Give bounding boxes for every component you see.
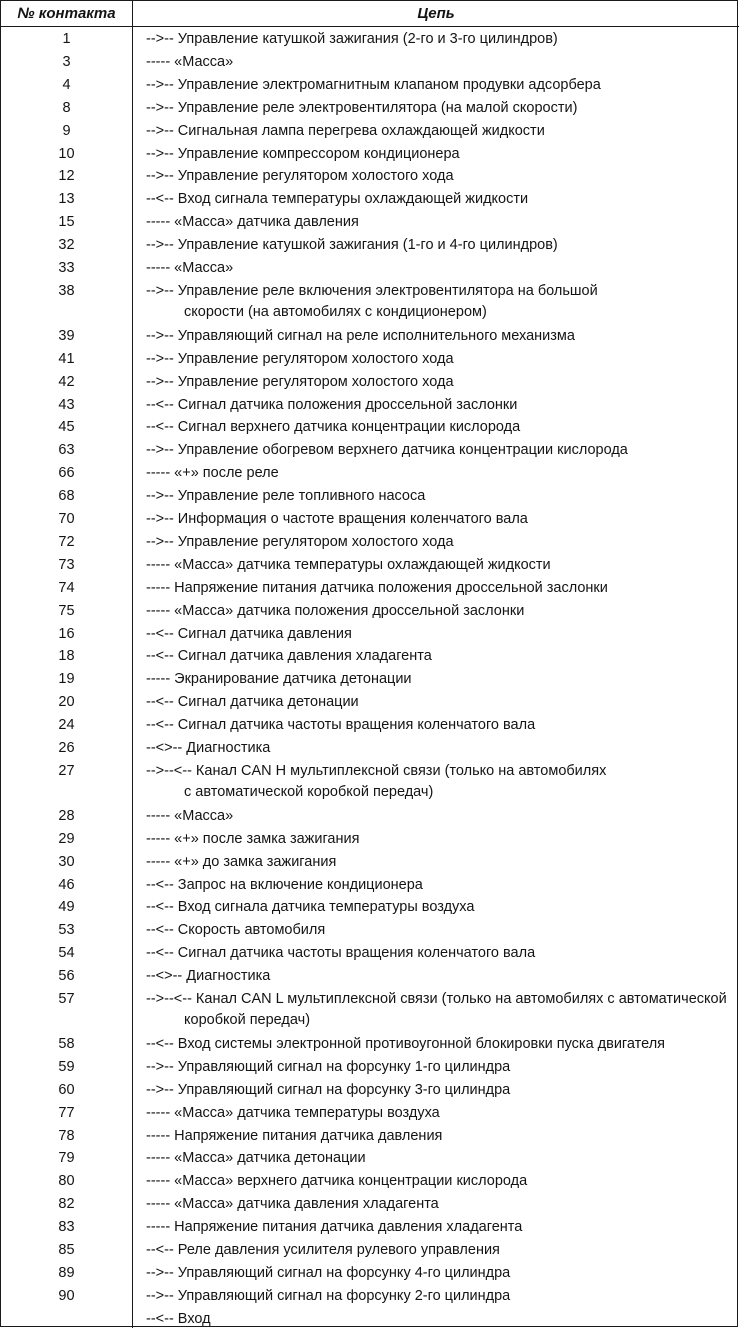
circuit-description: --<-- Вход: [146, 1310, 211, 1327]
circuit-description: -->--<-- Канал CAN H мультиплексной связи (только на автомобилях: [146, 762, 607, 779]
circuit-description: --<-- Вход системы электронной противоугонной блокировки пуска двигателя: [146, 1035, 666, 1052]
contact-number: 1: [62, 31, 71, 47]
circuit-description: -->-- Управление реле электровентилятора (на малой скорости): [146, 99, 578, 116]
circuit-description: ----- «+» до замка зажигания: [146, 853, 337, 870]
contact-number: 70: [58, 511, 75, 527]
contact-number: 90: [58, 1287, 75, 1304]
contact-number: 24: [58, 717, 75, 734]
contact-number: 83: [58, 1219, 75, 1236]
circuit-description: ----- Напряжение питания датчика давления: [146, 1127, 443, 1144]
contact-number: 85: [58, 1242, 75, 1258]
contact-number: 20: [58, 694, 75, 711]
circuit-description: ----- Напряжение питания датчика положения дроссельной заслонки: [146, 579, 608, 596]
contact-number: 43: [58, 396, 75, 413]
circuit-description: --<-- Сигнал датчика давления: [146, 625, 352, 642]
contact-number: 72: [58, 533, 75, 550]
contact-number: 73: [58, 556, 75, 573]
circuit-description: ----- «Масса» датчика давления хладагента: [146, 1196, 439, 1213]
circuit-description: -->-- Управление компрессором кондиционера: [146, 145, 460, 162]
contact-number: 26: [58, 740, 75, 756]
contact-number: 18: [58, 648, 75, 665]
circuit-description-continued: коробкой передач): [184, 1012, 311, 1028]
circuit-description: ----- «Масса»: [146, 807, 234, 824]
contact-number: 42: [58, 373, 75, 390]
circuit-description: -->-- Управление реле топливного насоса: [146, 488, 426, 505]
contact-number: 53: [58, 922, 75, 939]
contact-number: 15: [58, 214, 75, 231]
contact-number: 74: [58, 579, 75, 596]
contact-number: 45: [58, 419, 75, 436]
circuit-description: -->-- Управляющий сигнал на реле исполнительного механизма: [146, 327, 575, 344]
header-circuit: Цепь: [417, 5, 455, 22]
contact-number: 82: [58, 1196, 75, 1213]
contact-number: 41: [58, 350, 75, 367]
contact-number: 68: [58, 488, 75, 505]
contact-number: 66: [58, 465, 75, 482]
contact-number: 58: [58, 1035, 75, 1052]
contact-number: 30: [58, 853, 75, 870]
circuit-description: ----- «Масса» датчика температуры охлаждающей жидкости: [146, 556, 551, 573]
contact-number: 33: [58, 260, 75, 276]
circuit-description: --<-- Скорость автомобиля: [146, 922, 326, 939]
circuit-description: -->-- Управляющий сигнал на форсунку 4-го цилиндра: [146, 1264, 511, 1281]
contact-number: 63: [58, 442, 75, 459]
circuit-description: -->-- Управление регулятором холостого хода: [146, 373, 454, 390]
circuit-description: -->-- Управление катушкой зажигания (2-го и 3-го цилиндров): [146, 31, 558, 47]
circuit-description: ----- «+» после замка зажигания: [146, 830, 360, 847]
circuit-description: -->-- Управление регулятором холостого хода: [146, 168, 454, 185]
contact-number: 12: [58, 168, 75, 185]
contact-number: 27: [58, 762, 75, 779]
contact-number: 13: [58, 191, 75, 208]
circuit-description: --<-- Сигнал датчика частоты вращения коленчатого вала: [146, 945, 536, 962]
circuit-description: -->-- Управление регулятором холостого хода: [146, 533, 454, 550]
circuit-description: --<-- Реле давления усилителя рулевого управления: [146, 1242, 500, 1258]
circuit-description: --<-- Сигнал верхнего датчика концентрации кислорода: [146, 419, 521, 436]
contact-number: 8: [62, 99, 71, 116]
circuit-description-continued: скорости (на автомобилях с кондиционером): [184, 303, 487, 320]
contact-number: 78: [58, 1127, 75, 1144]
circuit-description: --<-- Сигнал датчика давления хладагента: [146, 648, 432, 665]
circuit-description: -->-- Управление реле включения электровентилятора на большой: [146, 282, 598, 299]
circuit-description: -->-- Управление регулятором холостого хода: [146, 350, 454, 367]
circuit-description: ----- «Масса»: [146, 53, 234, 70]
contact-number: 57: [58, 991, 75, 1007]
contact-number: 10: [58, 145, 75, 162]
circuit-description: -->-- Информация о частоте вращения коленчатого вала: [146, 511, 528, 527]
circuit-description: ----- Экранирование датчика детонации: [146, 671, 412, 688]
circuit-description: --<>-- Диагностика: [146, 968, 271, 985]
circuit-description: ----- «Масса»: [146, 260, 234, 276]
circuit-description: -->-- Управление обогревом верхнего датчика концентрации кислорода: [146, 442, 628, 459]
circuit-description: -->-- Управляющий сигнал на форсунку 2-го цилиндра: [146, 1287, 511, 1304]
contact-number: 38: [58, 282, 75, 299]
contact-number: 59: [58, 1058, 75, 1075]
circuit-description: ----- Напряжение питания датчика давления хладагента: [146, 1219, 523, 1236]
contact-number: 89: [58, 1264, 75, 1281]
contact-number: 75: [58, 602, 75, 619]
column-divider: [132, 1, 133, 1328]
circuit-description: --<-- Запрос на включение кондиционера: [146, 876, 423, 893]
circuit-description: --<-- Вход сигнала датчика температуры воздуха: [146, 899, 475, 916]
contact-number: 46: [58, 876, 75, 893]
circuit-description: --<-- Вход сигнала температуры охлаждающей жидкости: [146, 191, 529, 208]
table-header: [1, 1, 739, 27]
circuit-description: -->-- Сигнальная лампа перегрева охлаждающей жидкости: [146, 122, 545, 139]
contact-number: 16: [58, 625, 75, 642]
contact-number: 32: [58, 237, 75, 254]
circuit-description: --<>-- Диагностика: [146, 740, 271, 756]
contact-number: 19: [58, 671, 75, 688]
contact-number: 9: [62, 122, 71, 139]
circuit-description: -->-- Управляющий сигнал на форсунку 3-го цилиндра: [146, 1081, 511, 1098]
circuit-description: -->--<-- Канал CAN L мультиплексной связи (только на автомобилях с автоматической: [146, 991, 727, 1007]
circuit-description: --<-- Сигнал датчика частоты вращения коленчатого вала: [146, 717, 536, 734]
circuit-description: ----- «Масса» датчика положения дроссельной заслонки: [146, 602, 525, 619]
circuit-description: ----- «Масса» датчика детонации: [146, 1150, 366, 1167]
circuit-description-continued: с автоматической коробкой передач): [184, 783, 434, 800]
circuit-description: ----- «Масса» датчика давления: [146, 214, 359, 231]
circuit-description: -->-- Управление электромагнитным клапаном продувки адсорбера: [146, 76, 601, 93]
contact-number: 56: [58, 968, 75, 985]
circuit-description: ----- «Масса» верхнего датчика концентрации кислорода: [146, 1173, 528, 1190]
header-contact: № контакта: [17, 5, 116, 22]
circuit-description: --<-- Сигнал датчика детонации: [146, 694, 359, 711]
contact-number: 54: [58, 945, 75, 962]
contact-number: 4: [62, 76, 71, 93]
contact-number: 29: [58, 830, 75, 847]
contact-number: 77: [58, 1104, 75, 1121]
contact-number: 60: [58, 1081, 75, 1098]
contact-number: 39: [58, 327, 75, 344]
circuit-description: -->-- Управляющий сигнал на форсунку 1-го цилиндра: [146, 1058, 511, 1075]
contact-number: 49: [58, 899, 75, 916]
circuit-description: -->-- Управление катушкой зажигания (1-го и 4-го цилиндров): [146, 237, 558, 254]
contact-number: 28: [58, 807, 75, 824]
contact-number: 80: [58, 1173, 75, 1190]
circuit-description: --<-- Сигнал датчика положения дроссельной заслонки: [146, 396, 518, 413]
contact-number: 79: [58, 1150, 75, 1167]
circuit-description: ----- «+» после реле: [146, 465, 279, 482]
circuit-description: ----- «Масса» датчика температуры воздуха: [146, 1104, 440, 1121]
contact-number: 3: [62, 53, 71, 70]
